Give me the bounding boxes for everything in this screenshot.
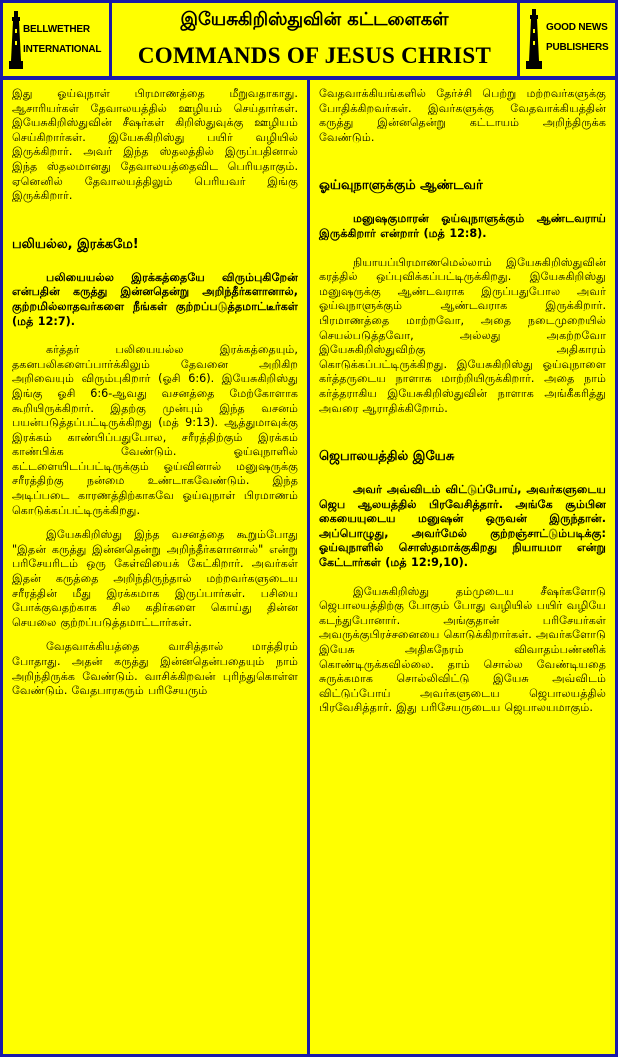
bellwether-logo-box: [3, 3, 109, 76]
section-heading-mercy: பலியல்ல, இரக்கமே!: [12, 236, 139, 252]
right-paragraph-1: வேதவாக்கியங்களில் தேர்ச்சி பெற்று மற்றவர்களுக்கு போதிக்கிறவர்கள். இவர்களுக்கு வேதவாக்கியத்தின் கருத்து இன்னதென்று கட்டாயம் அறிந்திருக்க வேண்டும்.: [319, 87, 606, 144]
verse-matthew-12-8: மனுஷகுமாரன் ஓய்வுநாளுக்கும் ஆண்டவராய் இருக்கிறார் என்றார் (மத் 12:8).: [319, 212, 606, 240]
verse-matthew-12-9-10: அவர் அவ்விடம் விட்டுப்போய், அவர்களுடைய ஜெப ஆலயத்தில் பிரவேசித்தார். அங்கே சூம்பின கையையுடைய மனுஷன் ஒருவன் இருந்தான். அப்பொழுது, அவர்மேல் குற்றஞ்சாட்டும்படிக்கு: ஓய்வுநாளில் சொஸ்தமாக்குகிறது நியாயமா என்று கேட்டார்கள் (மத் 12:9,10).: [319, 483, 606, 570]
left-paragraph-1: இது ஓய்வுநாள் பிரமாணத்தை மீறுவதாகாது. ஆசாரியர்கள் தேவாலயத்தில் ஊழியம் செய்தார்கள். இயேசுகிறிஸ்துவின் சீஷர்கள் கிறிஸ்துவுக்கு ஊழியம் செய்கிறார்கள். இயேசுகிறிஸ்து பயிர் வழியில் இருக்கிறார். அவர் இந்த ஸ்தலத்தில் இருப்பதினால் இந்த ஸ்தலமானது தேவாலயத்தைவிட பெரியதாகும். ஏனெனில் தேவாலயத்திலும் பெரியவர் இங்கு இருக்கிறார்.: [12, 87, 298, 203]
logo-right-line1: GOOD NEWS: [546, 22, 608, 33]
left-paragraph-3: இயேசுகிறிஸ்து இந்த வசனத்தை கூறும்போது "இதன் கருத்து இன்னதென்று அறிந்தீர்களானால்" என்று பரிசேயரிடம் ஒரு கேள்வியைக் கேட்கிறார். அவர்கள் இதன் கருத்தை அறிந்திருந்தால் மற்றவர்களுடைய சரீரத்தின் மீது இரக்கமாக இருப்பார்கள். பசியை போக்குவதற்காக சில கதிர்களை கொய்து தின்ன செயலை குற்றப்படுத்தமாட்டார்கள்.: [12, 528, 298, 629]
tower-icon: [9, 11, 23, 69]
section-heading-lord-of-sabbath: ஓய்வுநாளுக்கும் ஆண்டவர்: [319, 178, 483, 194]
right-column: [310, 80, 615, 1054]
left-paragraph-2: கர்த்தர் பலியையல்ல இரக்கத்தையும், தகனபலிகளைப்பார்க்கிலும் தேவனை அறிகிற அறிவையும் விரும்புகிறார் (ஓசி 6:6). இயேசுகிறிஸ்து இங்கு ஓசி 6:6-ஆவது வசனத்தை மேற்கோளாக கூறியிருக்கிறார். இதற்கு முன்பும் இந்த வசனம் பயன்படுத்தப்பட்டிருக்கிறது (மத் 9:13). ஆத்துமாவுக்கு இரக்கம் காண்பிப்பதுபோல, சரீரத்திற்கும் இரக்கம் காண்பிக்க வேண்டும். ஓய்வுநாளில் கட்டளையிடப்பட்டிருக்கும் ஓய்வினால் மனுஷருக்கு சரீரத்திற்கு நன்மை உண்டாகவேண்டும். இந்த அடிப்படை காரணத்திற்காகவே ஓய்வுநாள் பிரமாணம் கொடுக்கப்பட்டிருக்கிறது.: [12, 343, 298, 517]
logo-left-line1: BELLWETHER: [23, 24, 90, 35]
tower-icon: [526, 9, 542, 69]
title-tamil: இயேசுகிறிஸ்துவின் கட்டளைகள்: [180, 9, 449, 30]
logo-left-line2: INTERNATIONAL: [23, 44, 102, 55]
title-box: [112, 3, 517, 76]
verse-matthew-12-7: பலியையல்ல இரக்கத்தையே விரும்புகிறேன் என்பதின் கருத்து இன்னதென்று அறிந்தீர்களானால், குற்றமில்லாதவர்களை நீங்கள் குற்றப்படுத்தமாட்டீர்கள் (மத் 12:7).: [12, 270, 298, 328]
left-column: [3, 80, 307, 1054]
right-paragraph-2: நியாயப்பிரமாணமெல்லாம் இயேசுகிறிஸ்துவின் கரத்தில் ஒப்புவிக்கப்பட்டிருக்கிறது. இயேசுகிறிஸ்து மனுஷருக்கு ஆண்டவராக இருப்பதுபோல அவர் ஓய்வுநாளுக்கும் ஆண்டவராக இருக்கிறார். பிரமாணத்தை மாற்றவோ, அதை நடைமுறையில் செயல்படுத்தவோ, அல்லது அகற்றவோ இயேசுகிறிஸ்துவிற்கு அதிகாரம் கொடுக்கப்பட்டிருக்கிறது. இயேசுகிறிஸ்து ஓய்வுநாளை கர்த்தருடைய நாளாக மாற்றியிருக்கிறார். அதை நாம் கர்த்தராகிய இயேசுகிறிஸ்துவின் நாளாக அங்கீகரித்து அவரை ஆராதிக்கிறோம்.: [319, 255, 606, 415]
left-paragraph-4: வேதவாக்கியத்தை வாசித்தால் மாத்திரம் போதாது. அதன் கருத்து இன்னதென்பதையும் நாம் அறிந்திருக்க வேண்டும். வாசிக்கிறவன் புரிந்துகொள்ள வேண்டும். வேதபாரகரும் பரிசேயரும்: [12, 640, 298, 698]
title-english: COMMANDS OF JESUS CHRIST: [137, 43, 492, 68]
section-heading-synagogue: ஜெபாலயத்தில் இயேசு: [319, 449, 455, 465]
right-paragraph-3: இயேசுகிறிஸ்து தம்முடைய சீஷர்களோடு ஜெபாலயத்திற்கு போகும் போது வழியில் பயிர் வழியே கடந்துபோனார். அங்குதான் பரிசேயர்கள் அவருக்குபிரச்சனையை கொடுக்கிறார்கள். அவர்களோடு இயேசு அதிகநேரம் விவாதம்பண்ணிக் கொண்டிருக்கவில்லை. தாம் சொல்ல வேண்டியதை சுருக்கமாக சொல்லிவிட்டு இயேசு அவ்விடம் விட்டுப்போய் அவர்களுடைய ஜெபாலயத்தில் பிரவேசித்தார். இது பரிசேயருடைய ஜெபாலயமாகும்.: [319, 584, 606, 715]
good-news-logo-box: [520, 3, 615, 76]
logo-right-line2: PUBLISHERS: [546, 42, 609, 53]
